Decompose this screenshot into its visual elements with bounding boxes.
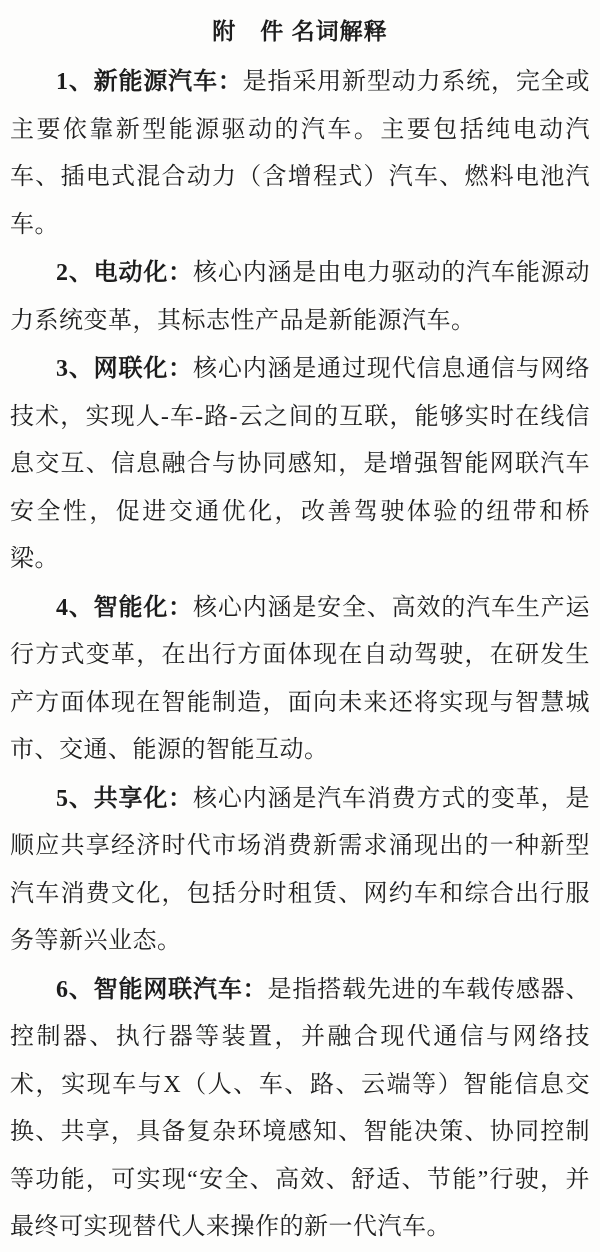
entry-number: 2、	[56, 260, 94, 286]
glossary-body	[10, 58, 590, 1252]
entry-term: 智能网联汽车：	[93, 975, 268, 1003]
glossary-entry	[10, 345, 590, 584]
glossary-entry	[10, 58, 590, 249]
entry-definition: 是指搭载先进的车载传感器、控制器、执行器等装置，并融合现代通信与网络技术，实现车与X（人、车、路、云端等）智能信息交换、共享，具备复杂环境感知、智能决策、协同控制等功能，可实现“安全、高效、舒适、节能”行驶，并最终可实现替代人来操作的新一代汽车。	[10, 976, 591, 1240]
entry-number: 6、	[56, 976, 94, 1003]
entry-number: 3、	[56, 356, 94, 382]
entry-number: 4、	[56, 594, 94, 621]
entry-definition: 核心内涵是由电力驱动的汽车能源动力系统变革，其标志性产品是新能源汽车。	[10, 260, 591, 334]
entry-definition: 核心内涵是汽车消费方式的变革，是顺应共享经济时代市场消费新需求涌现出的一种新型汽车消费文化，包括分时租赁、网约车和综合出行服务等新兴业态。	[10, 785, 591, 954]
entry-term: 电动化：	[93, 259, 194, 286]
entry-definition: 核心内涵是通过现代信息通信与网络技术，实现人-车-路-云之间的互联，能够实时在线信息交互、信息融合与协同感知，是增强智能网联汽车安全性，促进交通优化，改善驾驶体验的纽带和桥梁。	[10, 356, 591, 572]
entry-term: 新能源汽车：	[93, 68, 243, 95]
entry-term: 智能化：	[93, 593, 194, 621]
entry-number: 1、	[56, 69, 94, 95]
entry-term: 共享化：	[93, 784, 194, 812]
entry-definition: 核心内涵是安全、高效的汽车生产运行方式变革，在出行方面体现在自动驾驶，在研发生产方面体现在智能制造，面向未来还将实现与智慧城市、交通、能源的智能互动。	[10, 594, 591, 763]
page-title: 附 件 名词解释	[212, 18, 388, 44]
glossary-entry	[10, 966, 590, 1252]
glossary-entry	[10, 775, 590, 966]
entry-definition: 是指采用新型动力系统，完全或主要依靠新型能源驱动的汽车。主要包括纯电动汽车、插电式混合动力（含增程式）汽车、燃料电池汽车。	[10, 69, 591, 238]
entry-term: 网联化：	[93, 355, 194, 382]
glossary-entry	[10, 584, 590, 775]
entry-number: 5、	[56, 785, 94, 812]
glossary-entry	[10, 249, 590, 345]
